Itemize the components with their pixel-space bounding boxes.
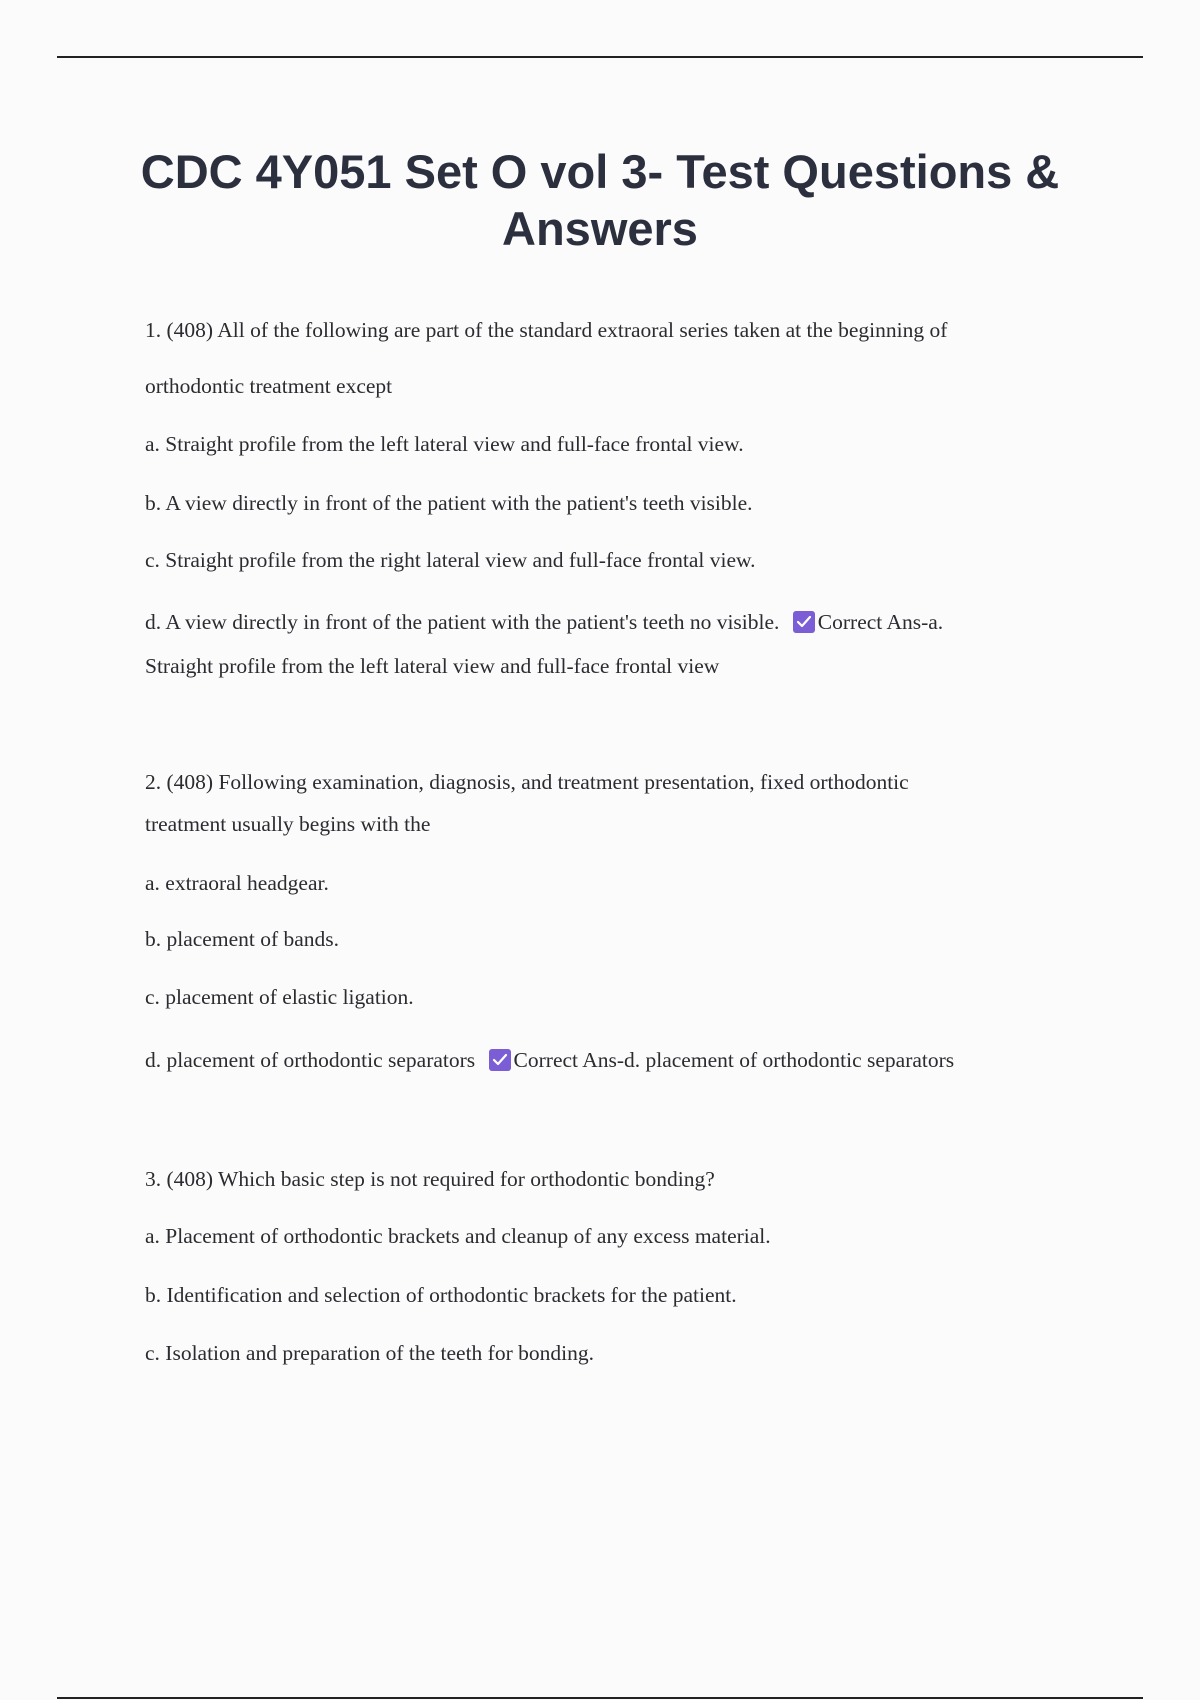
top-rule — [57, 56, 1143, 58]
q2-option-d-row — [145, 1046, 954, 1074]
q2-option-c: c. placement of elastic ligation. — [145, 985, 414, 1009]
q1-option-a: a. Straight profile from the left lateral view and full-face frontal view. — [145, 432, 744, 456]
q1-question-line-2: orthodontic treatment except — [145, 374, 393, 398]
q2-option-a: a. extraoral headgear. — [145, 871, 329, 895]
q2-question-line-1: 2. (408) Following examination, diagnosis, and treatment presentation, fixed orthodontic — [145, 770, 909, 794]
q1-option-b: b. A view directly in front of the patient with the patient's teeth visible. — [145, 491, 753, 515]
q2-question-line-2: treatment usually begins with the — [145, 812, 431, 836]
q3-question-line-1: 3. (408) Which basic step is not required for orthodontic bonding? — [145, 1167, 715, 1191]
bottom-rule — [57, 1697, 1143, 1699]
q1-option-d-row — [145, 608, 943, 636]
q2-option-d: d. placement of orthodontic separators — [145, 1048, 476, 1072]
q3-option-a: a. Placement of orthodontic brackets and cleanup of any excess material. — [145, 1224, 771, 1248]
q1-answer: Correct Ans-a. — [817, 610, 944, 634]
q3-option-c: c. Isolation and preparation of the teeth for bonding. — [145, 1341, 594, 1365]
check-box-icon — [793, 611, 815, 633]
q2-option-b: b. placement of bands. — [145, 927, 340, 951]
q2-answer: Correct Ans-d. placement of orthodontic separators — [513, 1048, 955, 1072]
q1-answer-line-2: Straight profile from the left lateral view and full-face frontal view — [145, 654, 720, 678]
check-box-icon — [489, 1049, 511, 1071]
q1-option-d: d. A view directly in front of the patient with the patient's teeth no visible. — [145, 610, 780, 634]
q1-option-c: c. Straight profile from the right lateral view and full-face frontal view. — [145, 548, 756, 572]
q1-question-line-1: 1. (408) All of the following are part of the standard extraoral series taken at the beginning of — [145, 318, 948, 342]
document-title: CDC 4Y051 Set O vol 3- Test Questions & Answers — [140, 145, 1060, 255]
q3-option-b: b. Identification and selection of orthodontic brackets for the patient. — [145, 1283, 737, 1307]
